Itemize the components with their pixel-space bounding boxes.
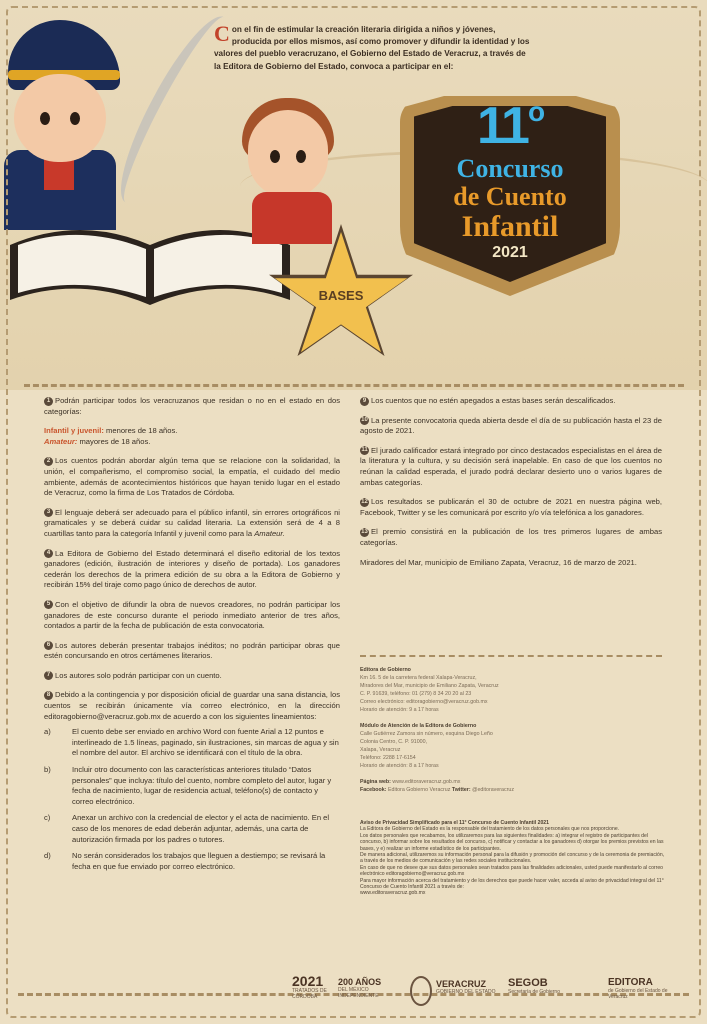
- list-text: El cuento debe ser enviado en archivo Word con fuente Arial a 12 puntos e interlineado de 1.5 líneas, paginado, sin ilustraciones, sin marcas de agua y sin el nombre del autor. El archivo se identificará con el título de la obra.: [72, 727, 339, 758]
- editora-line: C. P. 91639, teléfono: 01 (279) 8 34 20 20 al 23: [360, 691, 472, 697]
- base-11: [360, 446, 662, 488]
- list-letter: a): [44, 727, 51, 737]
- number-badge: 1: [44, 397, 53, 406]
- privacy-paragraph: De manera adicional, utilizaremos su información personal para la difusión y promoción del concurso y de la ceremonia de premiación, a través de los medios de comunicación y las redes sociales institucionales.: [360, 852, 665, 865]
- divider: [24, 384, 684, 391]
- logo-year: 2021: [492, 244, 528, 261]
- list-item: [44, 765, 340, 807]
- base-8: [44, 690, 340, 722]
- editora-title: EDITORA: [608, 977, 653, 988]
- logo-superscript: o: [527, 96, 544, 127]
- base-text: Los cuentos que no estén apegados a estas bases serán descalificados.: [371, 396, 616, 405]
- base-text: El lenguaje deberá ser adecuado para el público infantil, sin errores ortográficos ni gramaticales y se deberá cuidar su calidad literaria. La extensión será de 4 a 8 cuartillas tanto para la categoría Infantil y juvenil como para la: [44, 507, 340, 538]
- facebook-label: Facebook:: [360, 787, 387, 793]
- privacy-title: Aviso de Privacidad Simplificado para el 11° Concurso de Cuento Infantil 2021: [360, 820, 549, 826]
- number-badge: 9: [360, 397, 369, 406]
- segob-caption: Secretaría de Gobierno: [508, 989, 560, 995]
- base-7: [44, 671, 340, 682]
- category-label: Infantil y juvenil:: [44, 426, 104, 436]
- modulo-block: [360, 722, 660, 770]
- modulo-line: Horario de atención: 8 a 17 horas: [360, 763, 439, 769]
- number-badge: 4: [44, 549, 53, 558]
- number-badge: 11: [361, 447, 368, 454]
- base-text: El premio consistirá en la publicación de los tres primeros lugares de ambas categorías.: [360, 527, 662, 547]
- list-text: Anexar un archivo con la credencial de elector y el acta de nacimiento. En el caso de los menores de edad deberán adjuntar, además, una carta de autorización firmada por los padres o tutores.: [72, 813, 330, 844]
- bicentenario-logo: [338, 978, 394, 999]
- number-badge: 2: [44, 457, 53, 466]
- list-item: [44, 813, 340, 845]
- list-letter: c): [44, 813, 51, 823]
- base-13: [360, 527, 662, 548]
- contact-info: [360, 666, 660, 802]
- number-badge: 3: [44, 508, 53, 517]
- privacy-link[interactable]: www.editoraveracruz.gob.mx: [360, 890, 426, 897]
- base-9: [360, 396, 662, 407]
- number-badge: 10: [361, 417, 368, 424]
- logo-number-text: 11: [476, 97, 528, 155]
- base-4: [44, 549, 340, 591]
- privacy-paragraph: Los datos personales que recabamos, los utilizaremos para las siguientes finalidades: a) integrar el registro de participantes del concurso, b) informar sobre los resultados del concurso, c) notificar y contactar a los ganadores d) otorgar los premios previstos en las bases, y e) realizar un informe estadístico de los participantes.: [360, 832, 664, 852]
- web-link[interactable]: www.editoraveracruz.gob.mx: [392, 779, 461, 785]
- base-text: Los autores deberán presentar trabajos inéditos; no podrán participar obras que estén concursando en otros certámenes literarios.: [44, 640, 340, 661]
- list-letter: b): [44, 765, 51, 775]
- privacy-paragraph: En caso de que no desee que sus datos personales sean tratados para las finalidades adicionales, usted puede manifestarlo al correo electrónico editoragobierno@veracruz.gob.mx: [360, 864, 663, 878]
- base-text: Los autores solo podrán participar con un cuento.: [55, 670, 222, 680]
- base-text: Los cuentos podrán abordar algún tema que se relacione con la solidaridad, la unión, el compañerismo, el compromiso social, la empatía, el cuidado del medio ambiente, además de acontecimientos históricos que hayan tenido lugar en el estado de Veracruz, como la firma de Los Tratados de Córdoba.: [44, 456, 340, 498]
- base-text: Podrán participar todos los veracruzanos que residan o no en el estado en dos categorías:: [44, 396, 340, 416]
- number-badge: 8: [44, 691, 53, 700]
- number-badge: 13: [361, 528, 368, 535]
- modulo-line: Xalapa, Veracruz: [360, 747, 401, 753]
- tratados-logo: [292, 974, 332, 1000]
- category-label: Amateur:: [44, 436, 78, 446]
- intro-text: on el fin de estimular la creación literaria dirigida a niños y jóvenes, producida por ellos mismos, así como promover y difundir la identidad y los valores del pueblo veracruzano, el Gobierno del Estado de Veracruz, a través de la Editora de Gobierno del Estado, convoca a participar en el:: [214, 25, 530, 71]
- bases-left-column: [44, 396, 340, 878]
- base-10: [360, 416, 662, 437]
- category-text: mayores de 18 años.: [79, 436, 151, 446]
- bases-right-column: [360, 396, 662, 577]
- veracruz-title: VERACRUZ: [436, 979, 487, 989]
- number-badge: 5: [44, 600, 53, 609]
- bicentenario-caption: DEL MÉXICO INDEPENDIENTE: [338, 987, 379, 999]
- base-text: La Editora de Gobierno del Estado determinará el diseño editorial de los textos ganadores (edición, ilustración de interiores y diseño de portada). Los ganadores cederán los derechos de la primera edición de su obra a la Editora de Gobierno y recibirán 15% del tiraje como pago único de derechos de autor.: [44, 548, 340, 590]
- bicentenario-title: 200 AÑOS: [338, 977, 382, 987]
- logo-line1: Concurso: [456, 154, 564, 183]
- segob-logo: [508, 978, 578, 995]
- base-text: Debido a la contingencia y por disposición oficial de guardar una sana distancia, los cuentos se recibirán únicamente vía correo electrónico, en la dirección editoragobierno@veracruz.gob.mx de acuerdo a con los siguientes lineamientos:: [44, 690, 340, 721]
- list-text: No serán considerados los trabajos que lleguen a destiempo; se revisará la fecha en que fue enviado por correo electrónico.: [72, 851, 326, 871]
- coat-of-arms-icon: [410, 976, 432, 1006]
- editora-line: Miradores del Mar, municipio de Emiliano Zapata, Veracruz: [360, 683, 499, 689]
- twitter-label: Twitter:: [451, 787, 471, 793]
- number-badge: 12: [361, 498, 368, 505]
- base-text: El jurado calificador estará integrado por cinco destacados especialistas en el área de la literatura y la cultura, y su decisión será inapelable. En caso de que los cuentos no reúnan la calidad esperada, el jurado podrá declarar desierto uno o varios lugares de ambas categorías.: [360, 445, 662, 487]
- base-3: [44, 508, 340, 540]
- base-6: [44, 641, 340, 662]
- modulo-line: Teléfono: 2288 17-6154: [360, 755, 416, 761]
- veracruz-caption: GOBIERNO DEL ESTADO: [436, 989, 496, 995]
- base-2: [44, 456, 340, 498]
- guidelines-list: [44, 727, 340, 872]
- modulo-line: Calle Gutiérrez Zamora sin número, esquina Diego Leño: [360, 731, 493, 737]
- segob-title: SEGOB: [508, 977, 548, 989]
- base-text: Con el objetivo de difundir la obra de nuevos creadores, no podrán participar los ganadores de este concurso durante el periodo inmediato anterior de tres años, contados a partir de la fecha de publicación de esta convocatoria.: [44, 599, 340, 631]
- editora-line: Correo electrónico: editoragobierno@veracruz.gob.mx: [360, 699, 488, 705]
- list-item: [44, 851, 340, 872]
- number-badge: 6: [44, 641, 53, 650]
- intro-initial: C: [214, 21, 230, 46]
- editora-title: Editora de Gobierno: [360, 667, 411, 673]
- privacy-paragraph: Para mayor información acerca del tratamiento y de los derechos que puede hacer valer, acceda al aviso de privacidad integral del 11° Concurso de Cuento Infantil 2021 a través de:: [360, 877, 664, 891]
- category-text: menores de 18 años.: [106, 426, 178, 436]
- privacy-notice: [360, 820, 665, 897]
- list-item: [44, 727, 340, 759]
- number-badge: 7: [44, 671, 53, 680]
- base-5: [44, 600, 340, 632]
- list-text: Incluir otro documento con las características anteriores titulado “Datos personales” que incluya: título del cuento, nombre completo del autor, lugar y fecha de nacimiento, lugar de residencia actual, teléfono(s) de contacto y correo electrónico.: [72, 765, 332, 806]
- logo-line3: Infantil: [461, 210, 559, 243]
- editora-line: Horario de atención: 9 a 17 horas: [360, 707, 439, 713]
- base-1: [44, 396, 340, 417]
- base-text: La presente convocatoria queda abierta desde el día de su publicación hasta el 23 de agosto de 2021.: [360, 415, 662, 436]
- editora-line: Km 16. 5 de la carretera federal Xalapa-Veracruz,: [360, 675, 477, 681]
- facebook-link[interactable]: Editora Gobierno Veracruz: [387, 787, 451, 793]
- logo-line2: de Cuento: [453, 182, 567, 211]
- bases-label: BASES: [318, 288, 364, 303]
- base-12: [360, 497, 662, 518]
- modulo-title: Módulo de Atención de la Editora de Gobierno: [360, 723, 477, 729]
- web-social-block: [360, 778, 660, 794]
- veracruz-logo: [436, 980, 496, 995]
- place-date: Miradores del Mar, municipio de Emiliano Zapata, Veracruz, 16 de marzo de 2021.: [360, 557, 637, 567]
- tratados-caption: TRATADOS DE CÓRDOBA: [292, 988, 327, 1000]
- list-letter: d): [44, 851, 51, 861]
- editora-logo: [608, 978, 670, 1000]
- divider: [360, 655, 662, 659]
- base-text: Los resultados se publicarán el 30 de octubre de 2021 en nuestra página web, Facebook, Twitter y se les comunicará por escrito y/o vía telefónica a los ganadores.: [360, 497, 662, 517]
- tratados-year: 2021: [292, 973, 324, 989]
- footer-logos: [290, 972, 690, 1012]
- categories: [44, 426, 340, 447]
- web-label: Página web:: [360, 779, 391, 785]
- editora-block: [360, 666, 660, 714]
- base-text-italic: Amateur.: [254, 528, 285, 538]
- modulo-line: Colonia Centro, C. P. 91000,: [360, 739, 428, 745]
- editora-caption: de Gobierno del Estado de Veracruz: [608, 988, 668, 1000]
- twitter-link[interactable]: @editoraveracruz: [472, 787, 514, 793]
- privacy-paragraph: La Editora de Gobierno del Estado es la responsable del tratamiento de los datos personales que nos proporcione.: [360, 826, 620, 833]
